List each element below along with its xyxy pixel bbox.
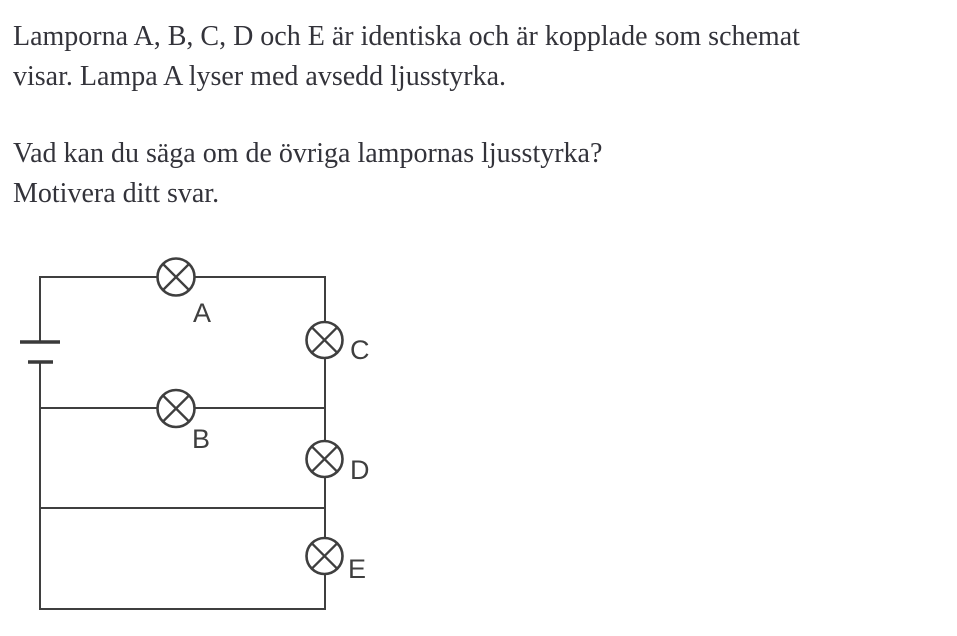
lamp-e-symbol xyxy=(307,538,367,584)
question-line-2: Motivera ditt svar. xyxy=(13,178,220,209)
question-line-1: Vad kan du säga om de övriga lampornas ljusstyrka? xyxy=(13,138,603,169)
lamp-c-symbol xyxy=(307,322,370,365)
lamp-a-symbol xyxy=(158,259,212,329)
lamp-a-label: A xyxy=(193,298,212,328)
statement-line-2: visar. Lampa A lyser med avsedd ljusstyrka. xyxy=(13,61,507,92)
statement-line-1: Lamporna A, B, C, D och E är identiska och är kopplade som schemat xyxy=(13,21,800,52)
lamp-b-label: B xyxy=(192,424,211,454)
lamp-b-symbol xyxy=(158,390,211,454)
lamp-c-label: C xyxy=(350,335,370,365)
lamp-d-symbol xyxy=(307,441,370,485)
lamp-e-label: E xyxy=(348,554,367,584)
circuit-wires xyxy=(40,277,325,609)
lamp-d-label: D xyxy=(350,455,370,485)
battery-symbol xyxy=(20,342,60,362)
